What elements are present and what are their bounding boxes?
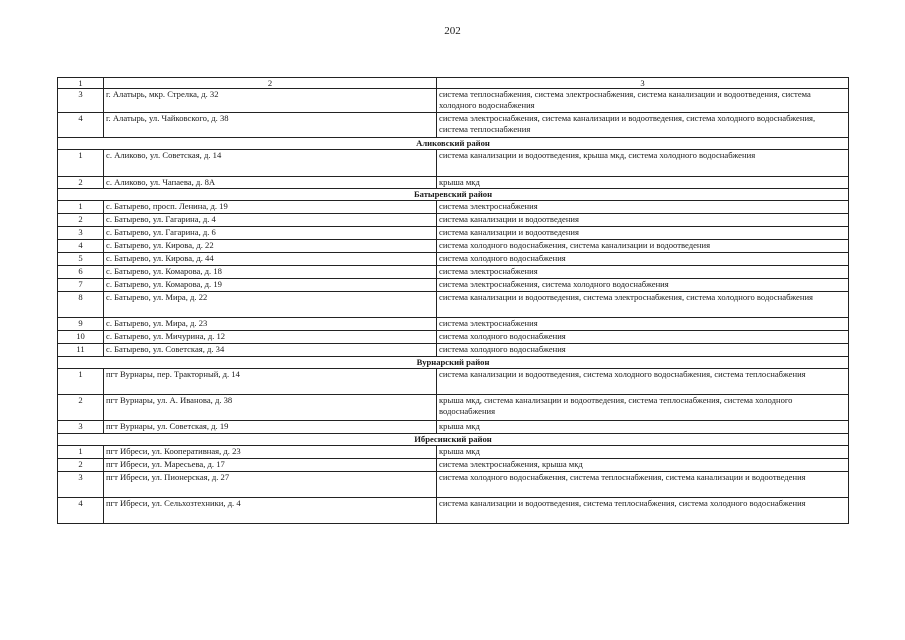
address-cell: г. Алатырь, мкр. Стрелка, д. 32: [104, 89, 437, 113]
address-cell: пгт Ибреси, ул. Кооперативная, д. 23: [104, 446, 437, 459]
table-row: [58, 331, 849, 344]
address-cell: пгт Ибреси, ул. Пионерская, д. 27: [104, 472, 437, 498]
address-cell: с. Батырево, ул. Мичурина, д. 12: [104, 331, 437, 344]
row-number: 4: [58, 113, 104, 138]
address-cell: с. Батырево, ул. Комарова, д. 19: [104, 279, 437, 292]
table-row: [58, 201, 849, 214]
table-row: [58, 177, 849, 189]
table-row: [58, 318, 849, 331]
column-number-1: 1: [58, 78, 104, 89]
systems-cell: система канализации и водоотведения, система электроснабжения, система холодного водоснабжения: [437, 292, 849, 318]
column-number-row: [58, 78, 849, 89]
district-title: Ибресинский район: [58, 434, 849, 446]
systems-cell: система канализации и водоотведения: [437, 214, 849, 227]
table-row: [58, 227, 849, 240]
systems-cell: система канализации и водоотведения, крыша мкд, система холодного водоснабжения: [437, 150, 849, 177]
row-number: 1: [58, 150, 104, 177]
district-title: Вурнарский район: [58, 357, 849, 369]
row-number: 3: [58, 89, 104, 113]
address-cell: пгт Вурнары, пер. Тракторный, д. 14: [104, 369, 437, 395]
address-cell: с. Батырево, ул. Комарова, д. 18: [104, 266, 437, 279]
row-number: 4: [58, 498, 104, 524]
table-row: [58, 395, 849, 421]
row-number: 2: [58, 395, 104, 421]
row-number: 1: [58, 201, 104, 214]
address-cell: с. Батырево, ул. Гагарина, д. 6: [104, 227, 437, 240]
row-number: 6: [58, 266, 104, 279]
table-row: [58, 279, 849, 292]
systems-cell: система электроснабжения: [437, 266, 849, 279]
address-cell: пгт Ибреси, ул. Маресьева, д. 17: [104, 459, 437, 472]
table-row: [58, 253, 849, 266]
systems-cell: система холодного водоснабжения: [437, 331, 849, 344]
row-number: 3: [58, 421, 104, 434]
systems-cell: система канализации и водоотведения, система холодного водоснабжения, система теплоснабжения: [437, 369, 849, 395]
systems-cell: система электроснабжения, система холодного водоснабжения: [437, 279, 849, 292]
row-number: 1: [58, 446, 104, 459]
address-cell: пгт Вурнары, ул. Советская, д. 19: [104, 421, 437, 434]
systems-cell: система холодного водоснабжения: [437, 344, 849, 357]
table-row: [58, 150, 849, 177]
systems-cell: крыша мкд: [437, 421, 849, 434]
address-cell: с. Батырево, ул. Советская, д. 34: [104, 344, 437, 357]
table-row: [58, 446, 849, 459]
systems-cell: система электроснабжения: [437, 318, 849, 331]
address-cell: с. Аликово, ул. Чапаева, д. 8А: [104, 177, 437, 189]
table-row: [58, 113, 849, 138]
table-row: [58, 498, 849, 524]
table-row: [58, 472, 849, 498]
systems-cell: система электроснабжения, крыша мкд: [437, 459, 849, 472]
row-number: 2: [58, 177, 104, 189]
page-number: 202: [444, 25, 461, 37]
table-row: [58, 292, 849, 318]
systems-cell: система холодного водоснабжения, система теплоснабжения, система канализации и водоотведения: [437, 472, 849, 498]
row-number: 5: [58, 253, 104, 266]
row-number: 3: [58, 227, 104, 240]
table-row: [58, 421, 849, 434]
table-row: [58, 369, 849, 395]
district-header-row: [58, 357, 849, 369]
district-title: Батыревский район: [58, 189, 849, 201]
table-row: [58, 459, 849, 472]
row-number: 9: [58, 318, 104, 331]
row-number: 4: [58, 240, 104, 253]
row-number: 2: [58, 214, 104, 227]
address-cell: с. Батырево, просп. Ленина, д. 19: [104, 201, 437, 214]
address-cell: пгт Ибреси, ул. Сельхозтехники, д. 4: [104, 498, 437, 524]
address-cell: с. Батырево, ул. Мира, д. 23: [104, 318, 437, 331]
register-table: [57, 77, 849, 524]
row-number: 3: [58, 472, 104, 498]
address-cell: с. Батырево, ул. Кирова, д. 44: [104, 253, 437, 266]
row-number: 11: [58, 344, 104, 357]
systems-cell: крыша мкд: [437, 446, 849, 459]
address-cell: с. Батырево, ул. Кирова, д. 22: [104, 240, 437, 253]
systems-cell: система холодного водоснабжения, система канализации и водоотведения: [437, 240, 849, 253]
district-header-row: [58, 189, 849, 201]
table-row: [58, 266, 849, 279]
row-number: 7: [58, 279, 104, 292]
systems-cell: система холодного водоснабжения: [437, 253, 849, 266]
district-title: Аликовский район: [58, 138, 849, 150]
systems-cell: крыша мкд, система канализации и водоотведения, система теплоснабжения, система холодного водоснабжения: [437, 395, 849, 421]
register-table-body: [58, 78, 849, 524]
address-cell: с. Батырево, ул. Гагарина, д. 4: [104, 214, 437, 227]
systems-cell: система электроснабжения: [437, 201, 849, 214]
address-cell: с. Батырево, ул. Мира, д. 22: [104, 292, 437, 318]
systems-cell: система теплоснабжения, система электроснабжения, система канализации и водоотведения, система холодного водоснабжения: [437, 89, 849, 113]
row-number: 10: [58, 331, 104, 344]
district-header-row: [58, 138, 849, 150]
address-cell: г. Алатырь, ул. Чайковского, д. 38: [104, 113, 437, 138]
column-number-2: 2: [104, 78, 437, 89]
table-row: [58, 214, 849, 227]
table-row: [58, 344, 849, 357]
row-number: 1: [58, 369, 104, 395]
systems-cell: система электроснабжения, система канализации и водоотведения, система холодного водоснабжения, система теплоснабжения: [437, 113, 849, 138]
systems-cell: система канализации и водоотведения, система теплоснабжения, система холодного водоснабжения: [437, 498, 849, 524]
address-cell: с. Аликово, ул. Советская, д. 14: [104, 150, 437, 177]
systems-cell: система канализации и водоотведения: [437, 227, 849, 240]
column-number-3: 3: [437, 78, 849, 89]
table-row: [58, 89, 849, 113]
address-cell: пгт Вурнары, ул. А. Иванова, д. 38: [104, 395, 437, 421]
table-row: [58, 240, 849, 253]
row-number: 2: [58, 459, 104, 472]
systems-cell: крыша мкд: [437, 177, 849, 189]
district-header-row: [58, 434, 849, 446]
row-number: 8: [58, 292, 104, 318]
